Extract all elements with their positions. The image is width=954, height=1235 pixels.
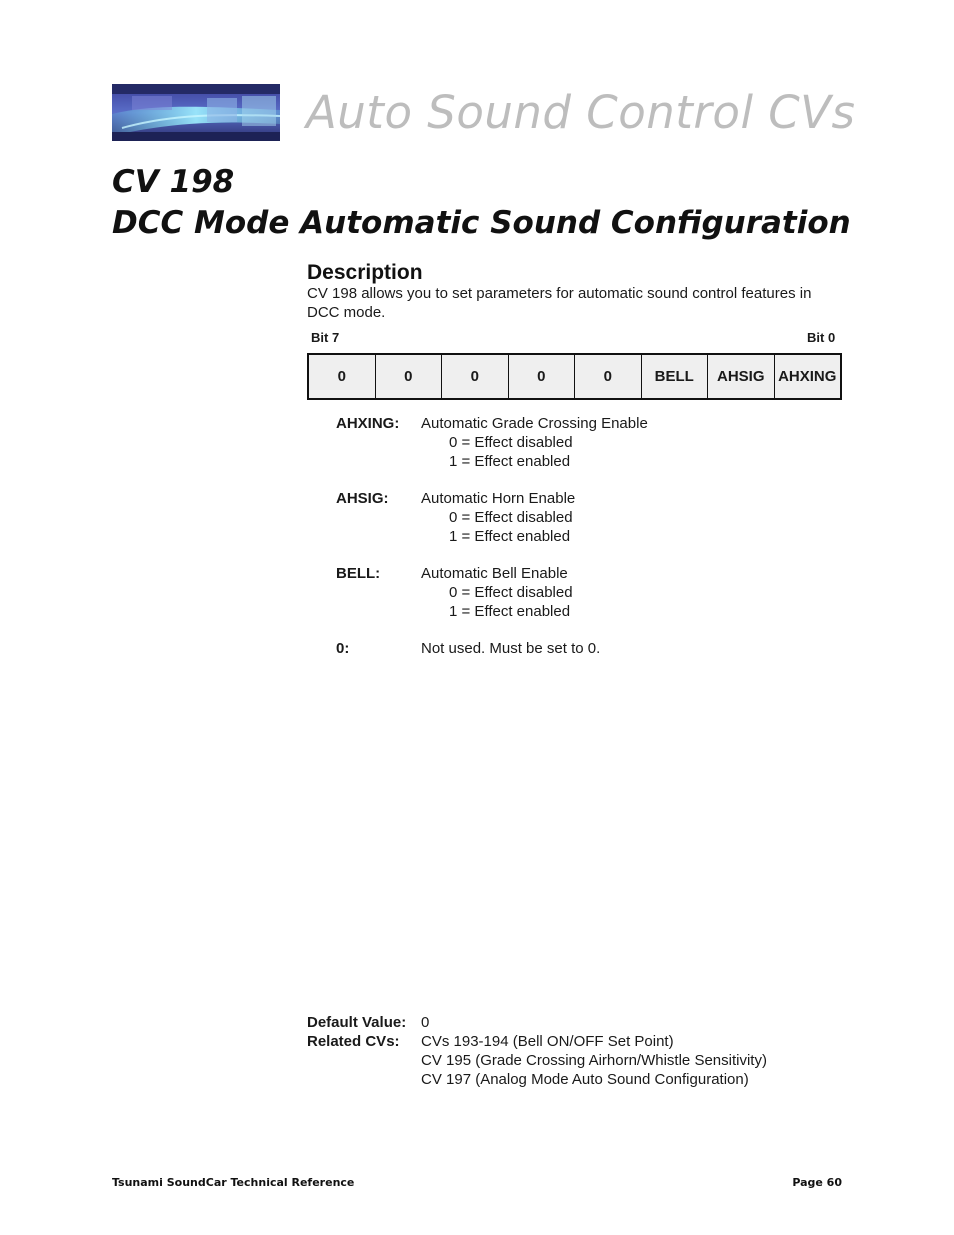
footer-doc-title: Tsunami SoundCar Technical Reference — [112, 1176, 355, 1189]
field-ahxing — [336, 414, 856, 471]
field-name: AHSIG: — [336, 490, 389, 507]
bit-cell-5: 0 — [442, 355, 509, 398]
bit7-label: Bit 7 — [311, 330, 340, 345]
related-cv-item: CV 197 (Analog Mode Auto Sound Configuration) — [421, 1071, 749, 1088]
related-cv-item: CV 195 (Grade Crossing Airhorn/Whistle Sensitivity) — [421, 1052, 767, 1069]
description-heading: Description — [307, 261, 423, 284]
field-title: Automatic Grade Crossing Enable — [421, 415, 648, 432]
bit-cell-3: 0 — [575, 355, 642, 398]
field-name: 0: — [336, 640, 350, 657]
bit0-label: Bit 0 — [807, 330, 836, 345]
default-value: 0 — [421, 1014, 430, 1031]
related-cvs-row — [307, 1032, 767, 1089]
field-title: Not used. Must be set to 0. — [421, 640, 601, 657]
field-option: 1 = Effect enabled — [449, 453, 571, 470]
bit-cell-0: AHXING — [775, 355, 841, 398]
footer-page-number: Page 60 — [792, 1176, 842, 1189]
bit-cell-6: 0 — [376, 355, 443, 398]
field-bell — [336, 564, 856, 621]
cv-name: DCC Mode Automatic Sound Configuration — [112, 205, 851, 241]
field-option: 0 = Effect disabled — [449, 434, 573, 451]
bit-table — [307, 353, 842, 400]
section-title: Auto Sound Control CVs — [306, 86, 856, 139]
header-photo — [112, 84, 280, 141]
bit-cell-4: 0 — [509, 355, 576, 398]
field-title: Automatic Bell Enable — [421, 565, 568, 582]
bit-cell-7: 0 — [309, 355, 376, 398]
field-title: Automatic Horn Enable — [421, 490, 576, 507]
cv-info — [307, 1013, 767, 1089]
field-option: 0 = Effect disabled — [449, 584, 573, 601]
field-option: 1 = Effect enabled — [449, 528, 571, 545]
field-ahsig — [336, 489, 856, 546]
field-option: 1 = Effect enabled — [449, 603, 571, 620]
related-cvs-list — [421, 1032, 767, 1089]
related-cvs-label: Related CVs: — [307, 1033, 400, 1050]
field-name: BELL: — [336, 565, 381, 582]
cv-number: CV 198 — [112, 164, 235, 200]
default-value-row — [307, 1013, 767, 1032]
bit-cell-2: BELL — [642, 355, 709, 398]
field-unused — [336, 639, 856, 658]
related-cv-item: CVs 193-194 (Bell ON/OFF Set Point) — [421, 1033, 674, 1050]
field-option: 0 = Effect disabled — [449, 509, 573, 526]
bit-cell-1: AHSIG — [708, 355, 775, 398]
default-value-label: Default Value: — [307, 1014, 407, 1031]
field-name: AHXING: — [336, 415, 400, 432]
field-descriptions — [336, 414, 856, 658]
description-text: CV 198 allows you to set parameters for automatic sound control features in DCC mode. — [307, 285, 812, 321]
cv-title — [112, 162, 851, 244]
